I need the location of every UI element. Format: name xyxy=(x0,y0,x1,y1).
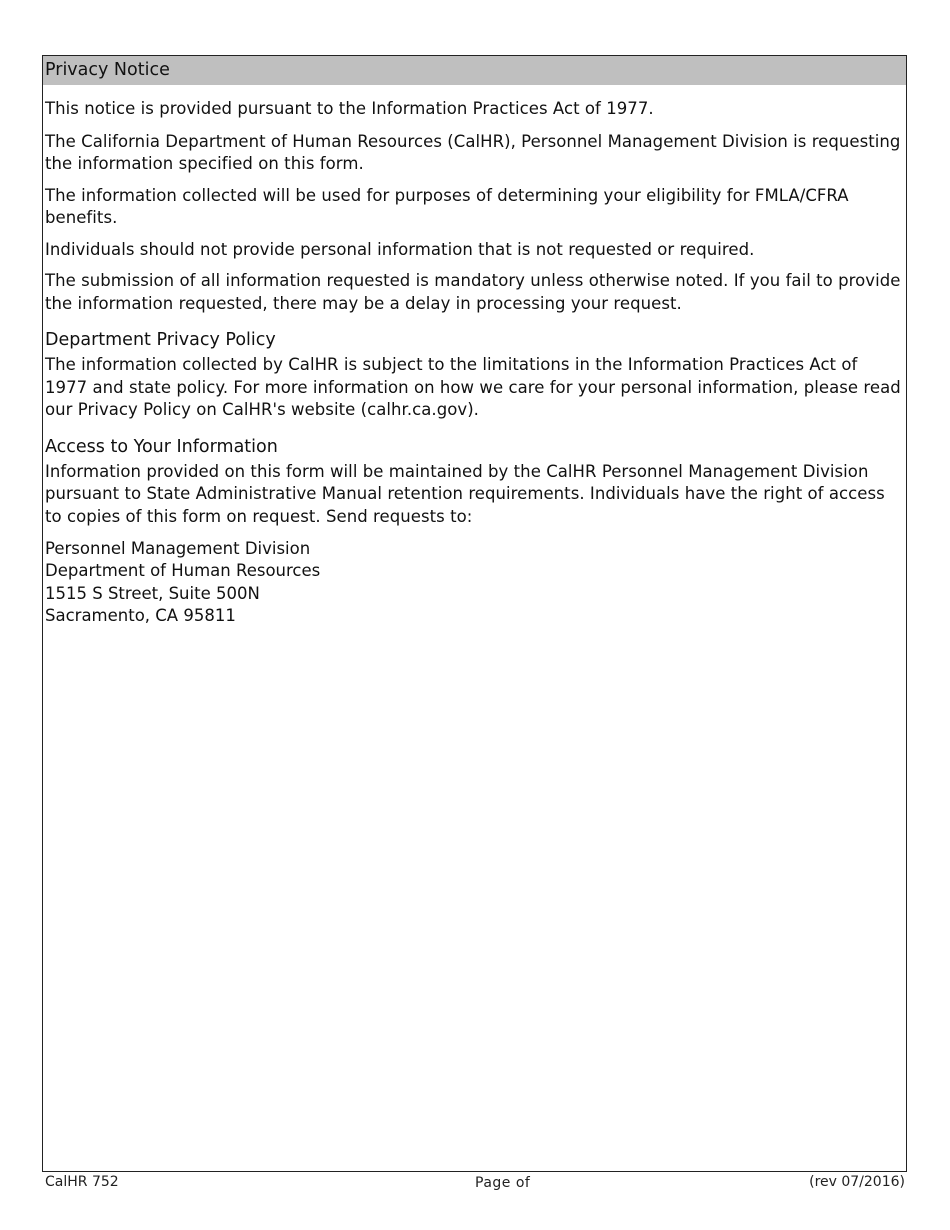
paragraph-ipa-notice: This notice is provided pursuant to the Information Practices Act of 1977. xyxy=(45,99,654,118)
heading-department-privacy-policy: Department Privacy Policy xyxy=(45,330,276,350)
mailing-address xyxy=(45,538,904,627)
heading-access-to-information: Access to Your Information xyxy=(45,436,278,457)
paragraph-mandatory: The submission of all information requested is mandatory unless otherwise noted. If you fail to provide the information requested, there may be a delay in processing your request. xyxy=(45,271,901,313)
form-id: CalHR 752 xyxy=(45,1174,119,1190)
address-line-department: Department of Human Resources xyxy=(45,561,321,581)
paragraph-personal-info: Individuals should not provide personal information that is not requested or required. xyxy=(45,239,755,259)
page-number: Page of xyxy=(475,1175,531,1191)
address-line-city: Sacramento, CA 95811 xyxy=(45,605,236,625)
paragraph-purpose: The information collected will be used for purposes of determining your eligibility for FMLA/CFRA benefits. xyxy=(45,185,849,227)
address-line-street: 1515 S Street, Suite 500N xyxy=(45,583,260,603)
address-line-division: Personnel Management Division xyxy=(45,539,311,558)
page-footer xyxy=(42,1173,907,1197)
revision-date: (rev 07/2016) xyxy=(809,1174,905,1190)
section-title-privacy-notice: Privacy Notice xyxy=(43,56,906,85)
privacy-notice-content xyxy=(43,98,906,627)
paragraph-requesting-agency: The California Department of Human Resources (CalHR), Personnel Management Division is requesting the information specified on this form. xyxy=(45,131,901,173)
paragraph-privacy-policy: The information collected by CalHR is subject to the limitations in the Information Practices Act of 1977 and state policy. For more information on how we care for your personal information, please read our Privacy Policy on CalHR's website (calhr.ca.gov). xyxy=(45,355,901,419)
privacy-notice-box xyxy=(42,55,907,1172)
paragraph-access: Information provided on this form will be maintained by the CalHR Personnel Management Division pursuant to State Administrative Manual retention requirements. Individuals have the right of access to copies of this form on request. Send requests to: xyxy=(45,461,885,526)
